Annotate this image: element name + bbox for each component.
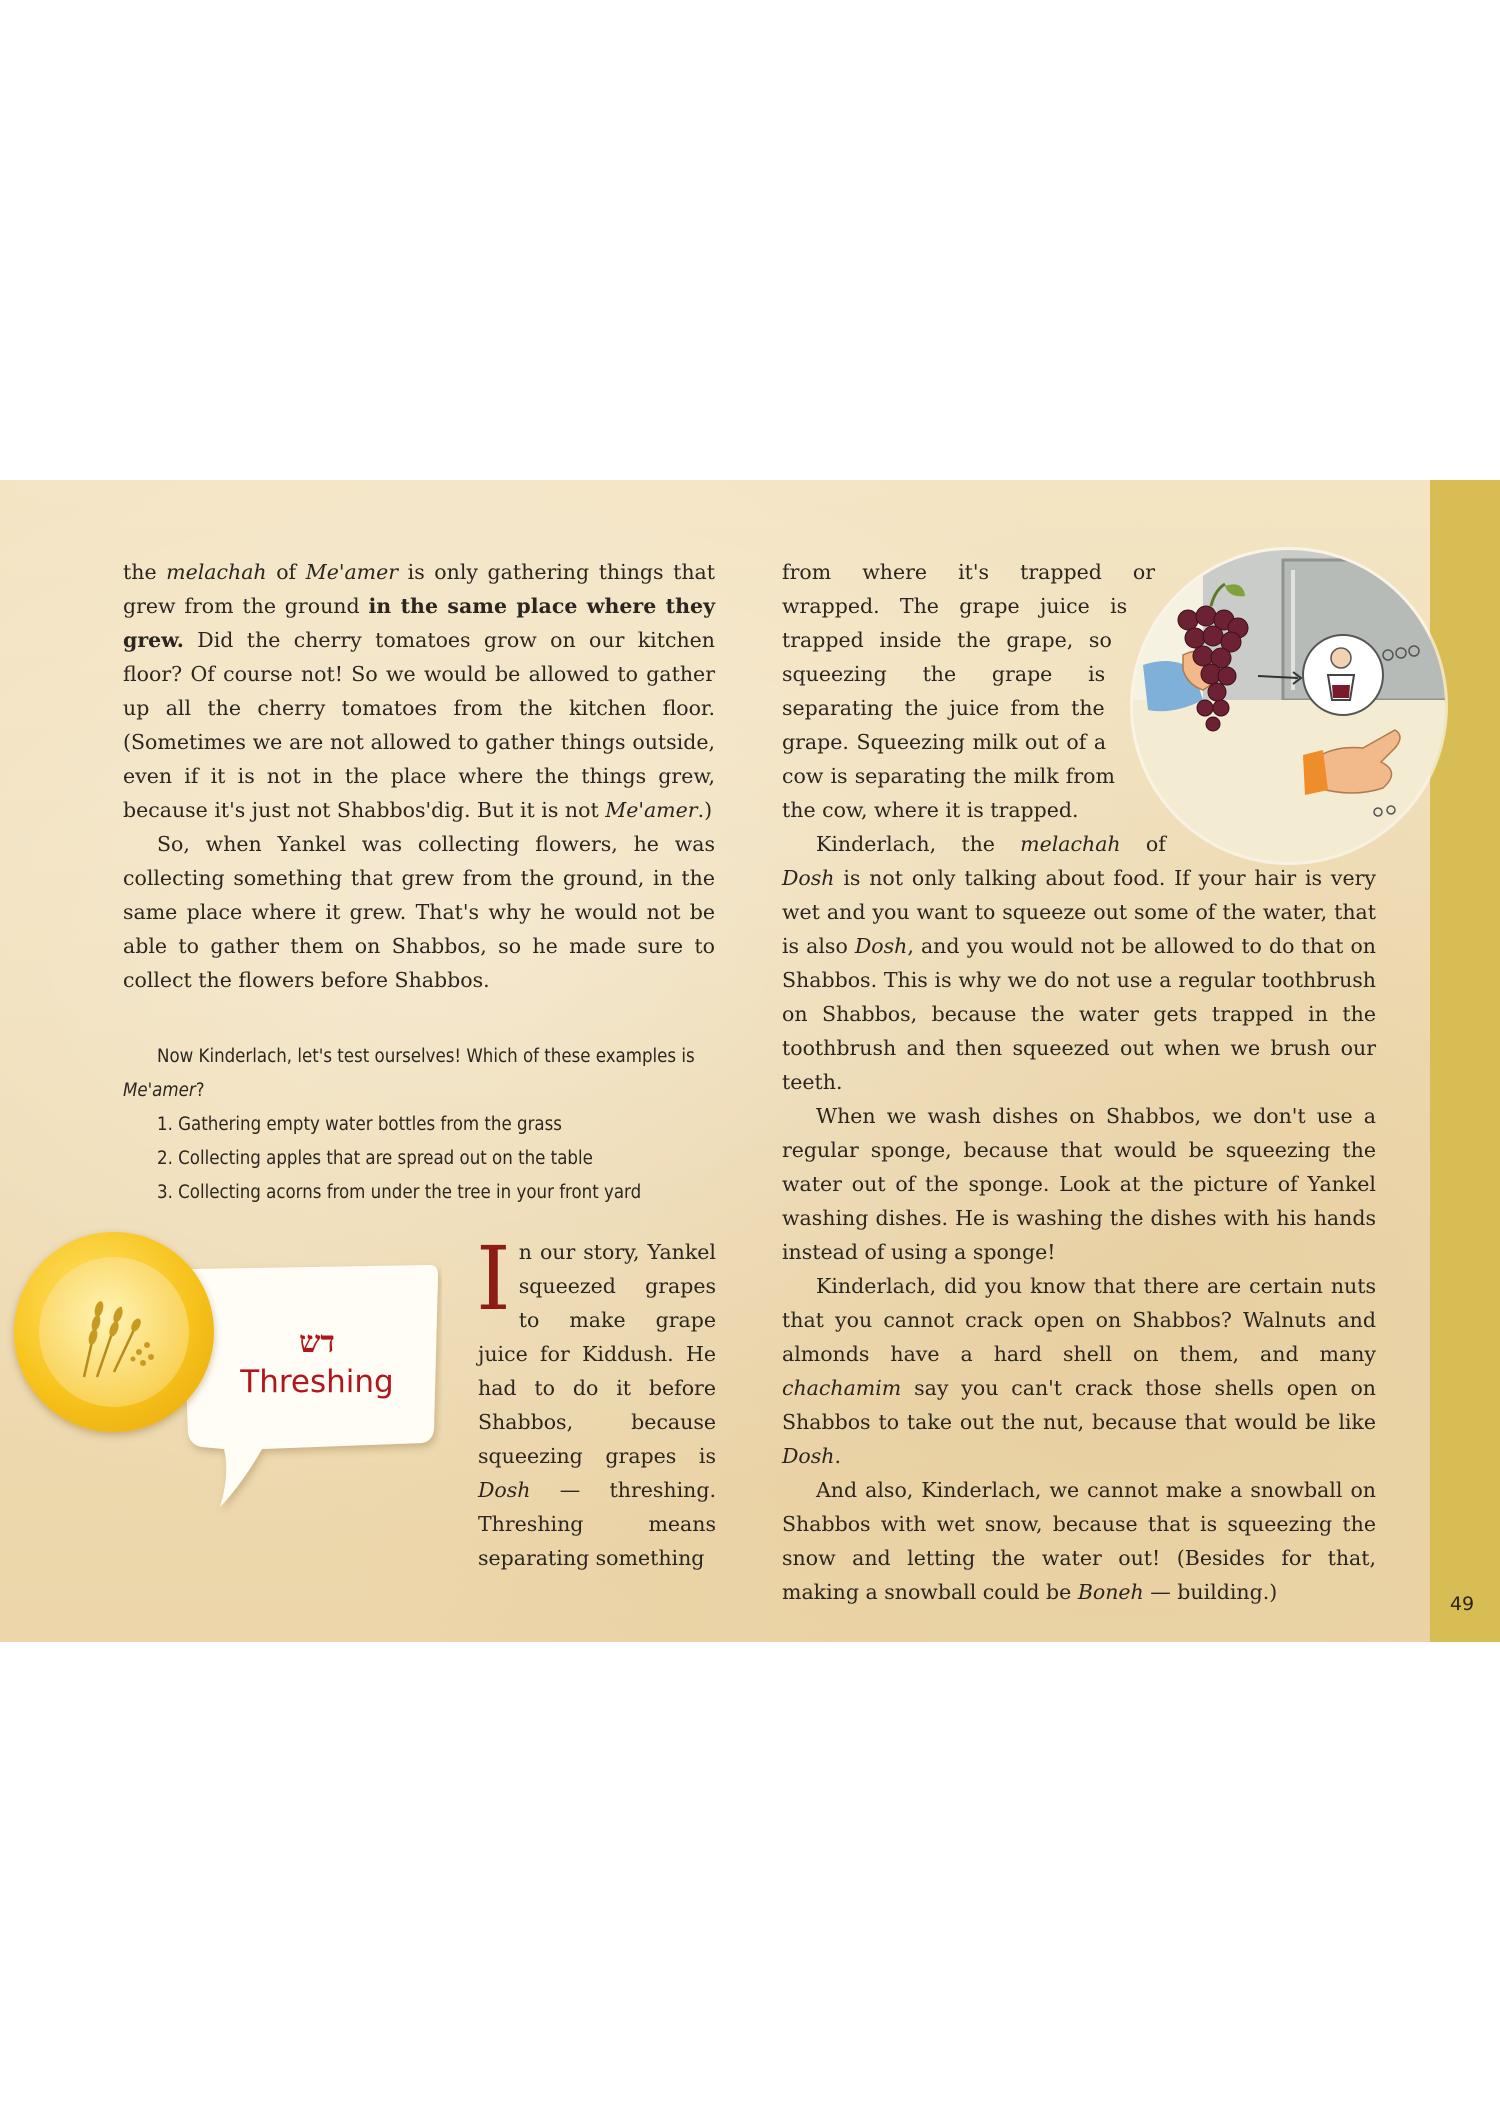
- threshing-badge: [14, 1232, 454, 1532]
- quiz-section: [123, 1040, 715, 1210]
- paragraph-trapped-juice: from where it's trapped or wrapped. The grape juice is trapped inside the grape, so squeezing the grape is separating the juice from the grape. Squeezing milk out of a cow is separating the milk from the cow, where it is trapped.: [782, 560, 1156, 822]
- quiz-item: 1. Gathering empty water bottles from the grass: [157, 1114, 562, 1135]
- paragraph-meamer-definition: the melachah of Me'amer is only gathering things that grew from the ground in the same place where they grew. Did the cherry tomatoes grow on our kitchen floor? Of course not! So we would be allowed to gather up all the cherry tomatoes from the kitchen floor. (Sometimes we are not allowed to gather things outside, even if it is not in the place where the things grew, because it's just not Shabbos'dig. But it is not Me'amer.): [123, 560, 716, 822]
- quiz-item: 2. Collecting apples that are spread out on the table: [157, 1148, 593, 1169]
- paragraph-dosh-hair: Kinderlach, the melachah of Dosh is not only talking about food. If your hair is very wet and you want to squeeze out some of the water, that is also Dosh, and you would not be allowed to do that on Shabbos. This is why we do not use a regular toothbrush on Shabbos, because the water gets trapped in the toothbrush and then squeezed out when we brush our teeth.: [782, 832, 1377, 1094]
- right-column: [782, 555, 1376, 1609]
- paragraph-sponge: When we wash dishes on Shabbos, we don't use a regular sponge, because that would be squeezing the water out of the sponge. Look at the picture of Yankel washing dishes. He is washing the dishes with his hands instead of using a sponge!: [782, 1104, 1376, 1264]
- quiz-item: 3. Collecting acorns from under the tree in your front yard: [157, 1182, 642, 1203]
- left-column: [123, 555, 715, 997]
- badge-hebrew: דש: [299, 1325, 335, 1360]
- badge-circle: [14, 1232, 214, 1432]
- badge-english: Threshing: [240, 1364, 394, 1400]
- paragraph-nuts: Kinderlach, did you know that there are certain nuts that you cannot crack open on Shabbos? Walnuts and almonds have a hard shell on them, and many chachamim say you can't crack those shells open on Shabbos to take out the nut, because that would be like Dosh.: [782, 1274, 1376, 1468]
- page-number: 49: [1449, 1593, 1475, 1615]
- book-page: [0, 480, 1500, 1642]
- paragraph-grapes-story: In our story, Yankel squeezed grapes to make grape juice for Kiddush. He had to do it before Shabbos, because squeezing grapes is Dosh — threshing. Threshing means separating something: [476, 1227, 716, 1570]
- middle-column: [476, 1227, 716, 1575]
- paragraph-snowball: And also, Kinderlach, we cannot make a snowball on Shabbos with wet snow, because that is squeezing the snow and letting the water out! (Besides for that, making a snowball could be Boneh — building.): [782, 1478, 1376, 1604]
- paragraph-yankel-flowers: So, when Yankel was collecting flowers, he was collecting something that grew from the ground, in the same place where it grew. That's why he would not be able to gather them on Shabbos, so he made sure to collect the flowers before Shabbos.: [123, 832, 715, 992]
- badge-title: [192, 1324, 442, 1402]
- quiz-list: [123, 1108, 715, 1210]
- badge-inner: [39, 1257, 189, 1407]
- wheat-grain-icon: [39, 1257, 189, 1407]
- drop-cap: I: [476, 1227, 511, 1330]
- side-band: [1430, 480, 1500, 1642]
- quiz-intro: Now Kinderlach, let's test ourselves! Which of these examples is Me'amer?: [123, 1046, 695, 1101]
